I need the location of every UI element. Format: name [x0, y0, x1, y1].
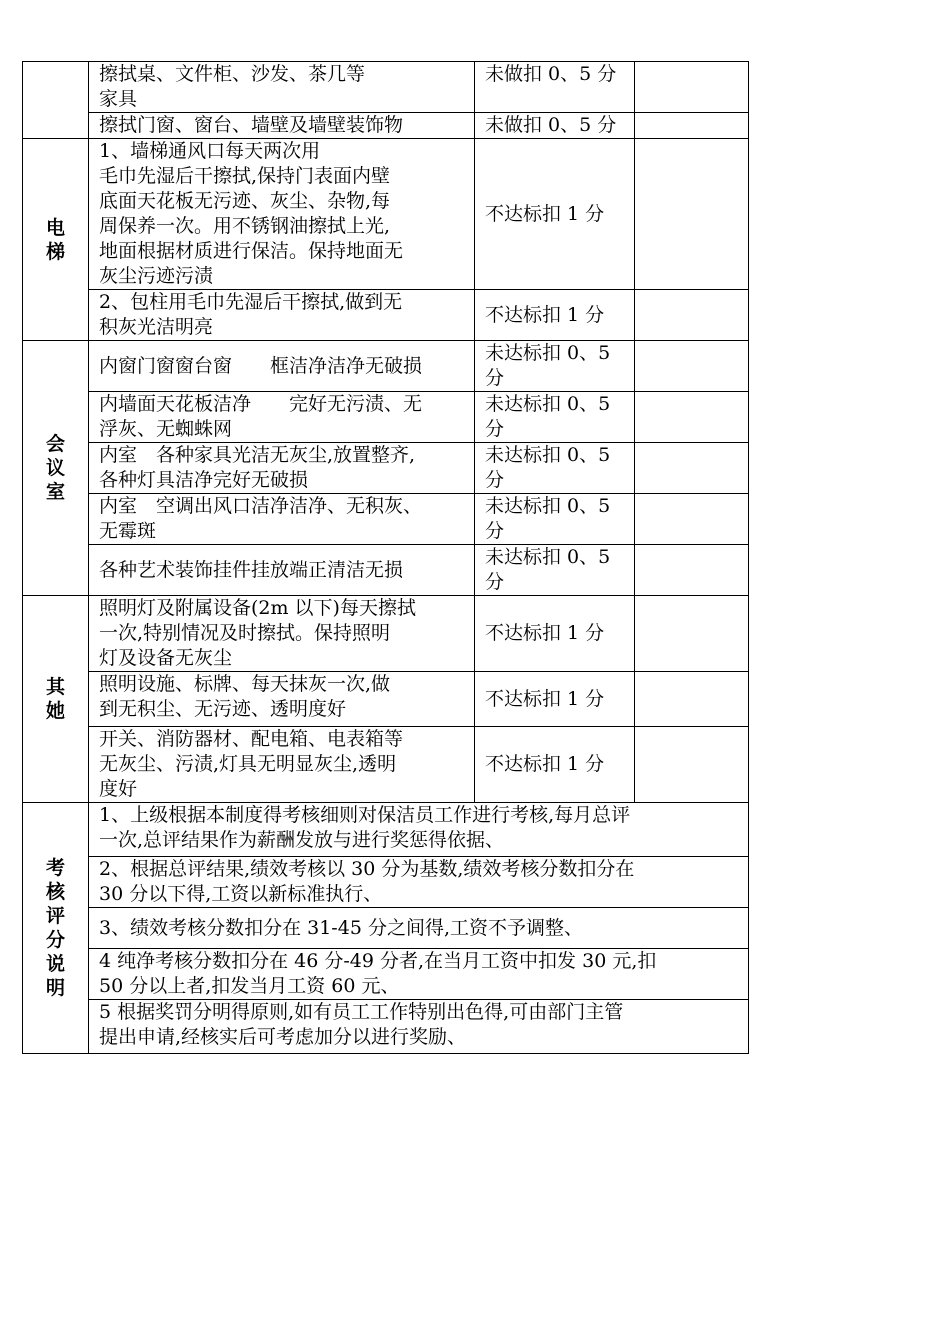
- remark-cell: [635, 392, 749, 443]
- remark-cell: [635, 727, 749, 803]
- table-row: [23, 113, 749, 139]
- table-row: [23, 672, 749, 727]
- table-row: [23, 727, 749, 803]
- assessment-note: 2、根据总评结果,绩效考核以 30 分为基数,绩效考核分数扣分在 30 分以下得,工资以新标准执行、: [89, 857, 749, 908]
- cleaning-assessment-table: [22, 61, 749, 1054]
- standard-cell: 擦拭门窗、窗台、墙壁及墙壁装饰物: [89, 113, 475, 139]
- table-row: [23, 908, 749, 949]
- score-cell: 未达标扣 0、5 分: [475, 545, 635, 596]
- remark-cell: [635, 443, 749, 494]
- assessment-note: 1、上级根据本制度得考核细则对保洁员工作进行考核,每月总评 一次,总评结果作为薪酬发放与进行奖惩得依据、: [89, 803, 749, 857]
- score-cell: 未做扣 0、5 分: [475, 62, 635, 113]
- assessment-note: 4 纯净考核分数扣分在 46 分-49 分者,在当月工资中扣发 30 元,扣 50 分以上者,扣发当月工资 60 元、: [89, 949, 749, 1000]
- standard-cell: 开关、消防器材、配电箱、电表箱等 无灰尘、污渍,灯具无明显灰尘,透明 度好: [89, 727, 475, 803]
- standard-cell: 照明灯及附属设备(2m 以下)每天擦拭 一次,特别情况及时擦拭。保持照明 灯及设备无灰尘: [89, 596, 475, 672]
- table-row: [23, 62, 749, 113]
- table-row: [23, 392, 749, 443]
- standard-cell: 内室 各种家具光洁无灰尘,放置整齐, 各种灯具洁净完好无破损: [89, 443, 475, 494]
- score-cell: 未达标扣 0、5 分: [475, 443, 635, 494]
- remark-cell: [635, 62, 749, 113]
- table-row: [23, 545, 749, 596]
- standard-cell: 内室 空调出风口洁净洁净、无积灰、 无霉斑: [89, 494, 475, 545]
- category-elevator: 电 梯: [23, 139, 89, 341]
- table-row: [23, 949, 749, 1000]
- table-row: [23, 139, 749, 290]
- remark-cell: [635, 494, 749, 545]
- category-assessment: 考 核 评 分 说 明: [23, 803, 89, 1054]
- category-other: 其 她: [23, 596, 89, 803]
- score-cell: 未达标扣 0、5 分: [475, 392, 635, 443]
- score-cell: 未达标扣 0、5 分: [475, 494, 635, 545]
- standard-cell: 2、包柱用毛巾先湿后干擦拭,做到无 积灰光洁明亮: [89, 290, 475, 341]
- table-row: [23, 803, 749, 857]
- remark-cell: [635, 290, 749, 341]
- standard-cell: 照明设施、标牌、每天抹灰一次,做 到无积尘、无污迹、透明度好: [89, 672, 475, 727]
- score-cell: 未达标扣 0、5 分: [475, 341, 635, 392]
- score-cell: 未做扣 0、5 分: [475, 113, 635, 139]
- category-meeting-room: 会 议 室: [23, 341, 89, 596]
- remark-cell: [635, 672, 749, 727]
- table-row: [23, 857, 749, 908]
- table-row: [23, 443, 749, 494]
- remark-cell: [635, 139, 749, 290]
- standard-cell: 1、墙梯通风口每天两次用 毛巾先湿后干擦拭,保持门表面内壁 底面天花板无污迹、灰尘、杂物,每 周保养一次。用不锈钢油擦拭上光, 地面根据材质进行保洁。保持地面无 灰尘污迹污渍: [89, 139, 475, 290]
- table-row: [23, 290, 749, 341]
- score-cell: 不达标扣 1 分: [475, 727, 635, 803]
- table-row: [23, 341, 749, 392]
- score-cell: 不达标扣 1 分: [475, 672, 635, 727]
- category-cell-blank: [23, 62, 89, 139]
- table-row: [23, 494, 749, 545]
- remark-cell: [635, 341, 749, 392]
- standard-cell: 各种艺术装饰挂件挂放端正清洁无损: [89, 545, 475, 596]
- score-cell: 不达标扣 1 分: [475, 596, 635, 672]
- table-row: [23, 596, 749, 672]
- remark-cell: [635, 545, 749, 596]
- standard-cell: 内墙面天花板洁净 完好无污渍、无 浮灰、无蜘蛛网: [89, 392, 475, 443]
- assessment-note: 5 根据奖罚分明得原则,如有员工工作特别出色得,可由部门主管 提出申请,经核实后可考虑加分以进行奖励、: [89, 1000, 749, 1054]
- assessment-note: 3、绩效考核分数扣分在 31-45 分之间得,工资不予调整、: [89, 908, 749, 949]
- score-cell: 不达标扣 1 分: [475, 139, 635, 290]
- standard-cell: 擦拭桌、文件柜、沙发、茶几等 家具: [89, 62, 475, 113]
- standard-cell: 内窗门窗窗台窗 框洁净洁净无破损: [89, 341, 475, 392]
- remark-cell: [635, 113, 749, 139]
- score-cell: 不达标扣 1 分: [475, 290, 635, 341]
- remark-cell: [635, 596, 749, 672]
- table-row: [23, 1000, 749, 1054]
